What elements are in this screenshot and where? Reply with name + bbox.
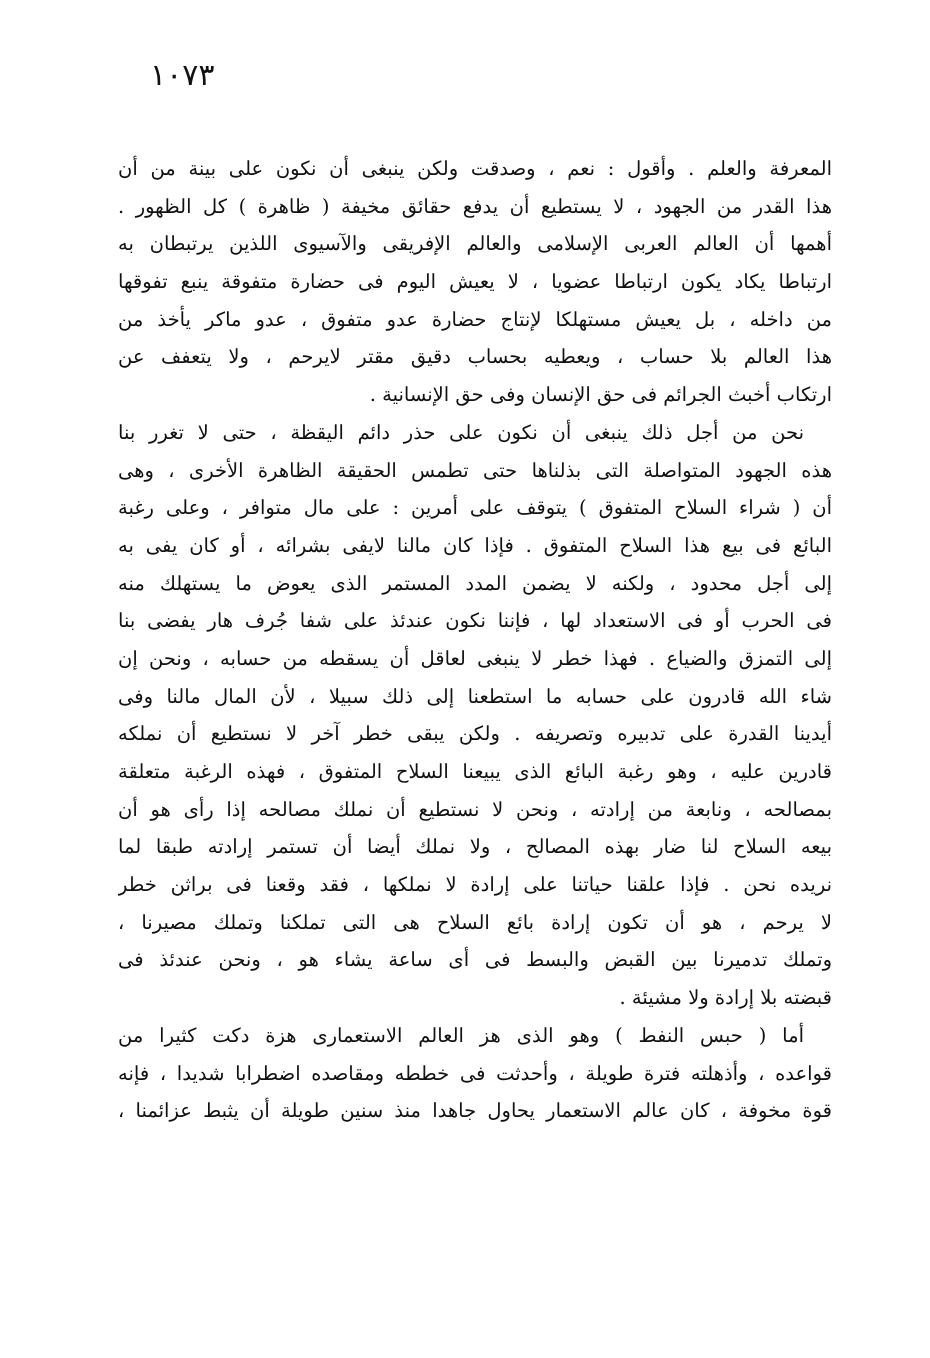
text-line: نحن من أجل ذلك ينبغى أن نكون على حذر دائم اليقظة ، حتى لا تغرر بنا — [118, 420, 804, 444]
text-line: إلى أجل محدود ، ولكنه لا يضمن المدد المستمر الذى يعوض ما يستهلك منه — [118, 571, 832, 595]
text-line: قوة مخوفة ، كان عالم الاستعمار يحاول جاهدا منذ سنين طويلة أن يثبط عزائمنا ، — [118, 1099, 832, 1123]
text-line: البائع فى بيع هذا السلاح المتفوق . فإذا كان مالنا لايفى بشرائه ، أو كان يفى به — [118, 533, 832, 557]
text-line: هذا القدر من الجهود ، لا يستطيع أن يدفع حقائق مخيفة ( ظاهرة ) كل الظهور . — [118, 194, 832, 218]
paragraph — [118, 414, 832, 1017]
text-line: قواعده ، وأذهلته فترة طويلة ، وأحدثت فى خططه ومقاصده اضطرابا شديدا ، فإنه — [118, 1061, 832, 1085]
text-line: أن ( شراء السلاح المتفوق ) يتوقف على أمرين : على مال متوافر ، وعلى رغبة — [118, 496, 832, 520]
text-line: نريده نحن . فإذا علقنا حياتنا على إرادة لا نملكها ، فقد وقعنا فى براثن خطر — [118, 873, 832, 897]
text-line: هذه الجهود المتواصلة التى بذلناها حتى تطمس الحقيقة الظاهرة الأخرى ، وهى — [118, 458, 832, 482]
text-line: لا يرحم ، هو أن تكون إرادة بائع السلاح هى التى تملكنا وتملك مصيرنا ، — [118, 910, 832, 934]
page-number: ١٠٧٣ — [150, 58, 215, 93]
text-line: هذا العالم بلا حساب ، ويعطيه بحساب دقيق مقتر لايرحم ، ولا يتعفف عن — [118, 345, 832, 369]
text-line: من داخله ، بل يعيش مستهلكا لإنتاج حضارة عدو متفوق ، عدو ماكر يأخذ من — [118, 307, 832, 331]
text-line: شاء الله قادرون على حسابه ما استطعنا إلى ذلك سبيلا ، لأن المال مالنا وفى — [118, 684, 832, 708]
paragraph — [118, 1017, 832, 1130]
text-line: أما ( حبس النفط ) وهو الذى هز العالم الاستعمارى هزة دكت كثيرا من — [118, 1023, 804, 1047]
text-line: أهمها أن العالم العربى الإسلامى والعالم الإفريقى والآسيوى اللذين يرتبطان به — [118, 232, 832, 256]
text-line: قادرين عليه ، وهو رغبة البائع الذى يبيعنا السلاح المتفوق ، فهذه الرغبة متعلقة — [118, 760, 832, 783]
text-line: المعرفة والعلم . وأقول : نعم ، وصدقت ولكن ينبغى أن نكون على بينة من أن — [118, 157, 832, 180]
text-line: ارتكاب أخبث الجرائم فى حق الإنسان وفى حق الإنسانية . — [369, 383, 832, 407]
text-line: بمصالحه ، ونابعة من إرادته ، ونحن لا نستطيع أن نملك مصالحه إذا رأى هو أن — [118, 797, 832, 821]
paragraph — [118, 150, 832, 414]
text-line: إلى التمزق والضياع . فهذا خطر لا ينبغى لعاقل أن يسقطه من حسابه ، ونحن إن — [118, 646, 832, 670]
text-line: ارتباطا يكاد يكون ارتباطا عضويا ، لا يعيش اليوم فى حضارة متفوقة ينبع تفوقها — [118, 270, 832, 294]
text-line: أيدينا القدرة على تدبيره وتصريفه . ولكن يبقى خطر آخر لا نستطيع أن نملكه — [118, 722, 832, 746]
text-line: قبضته بلا إرادة ولا مشيئة . — [619, 986, 832, 1010]
text-line: بيعه السلاح لنا ضار بهذه المصالح ، ولا نملك أيضا أن تستمر إرادته طبقا لما — [118, 835, 832, 859]
body-text — [118, 150, 832, 1130]
text-line: فى الحرب أو فى الاستعداد لها ، فإننا نكون عندئذ على شفا جُرف هار يفضى بنا — [118, 609, 832, 633]
text-line: وتملك تدميرنا بين القبض والبسط فى أى ساعة يشاء هو ، ونحن عندئذ فى — [118, 948, 832, 972]
